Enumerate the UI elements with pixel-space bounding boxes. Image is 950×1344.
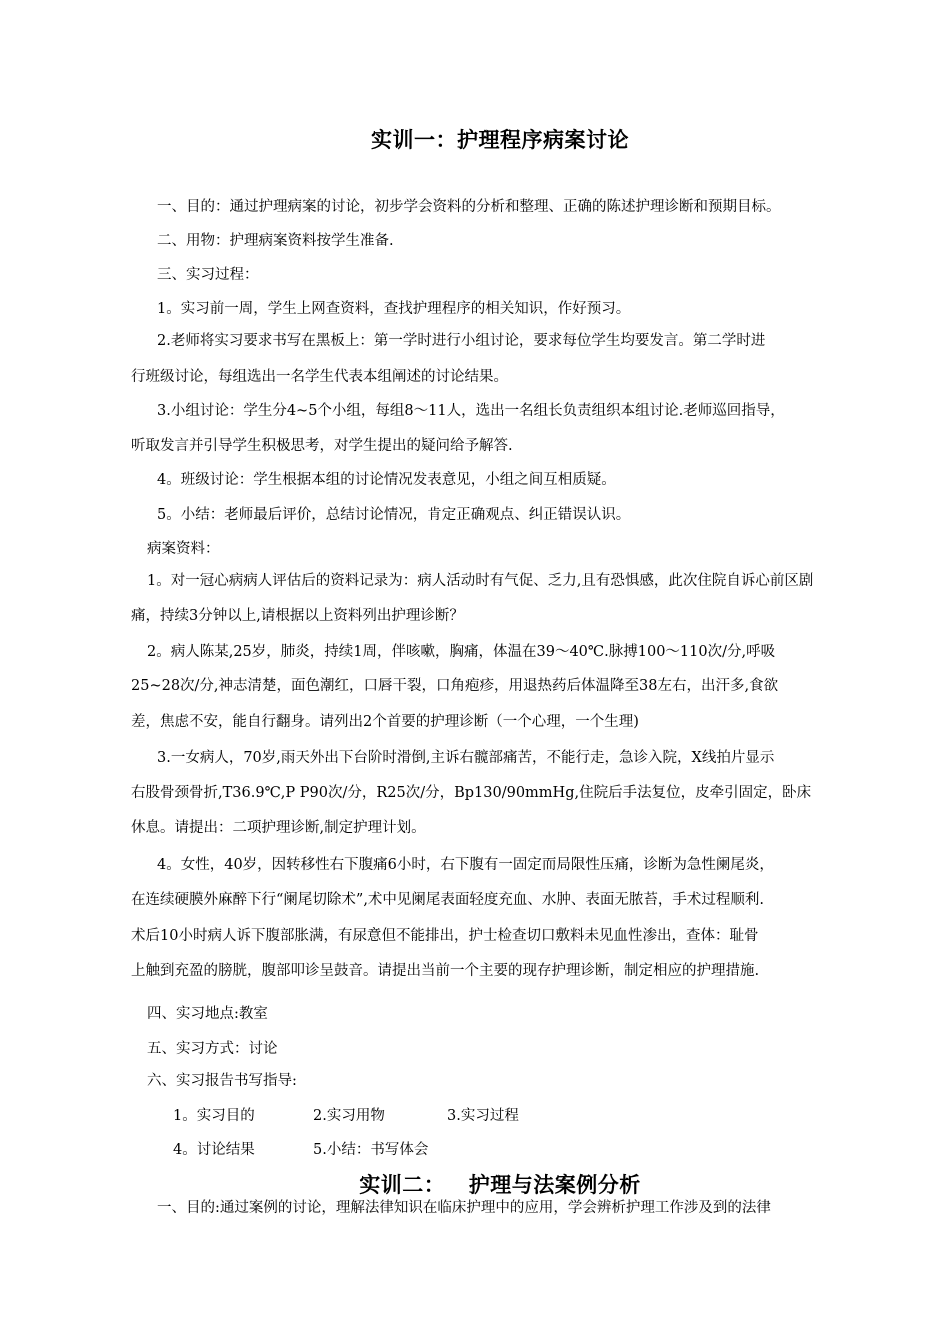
section2-title: 实训二： 护理与法案例分析 (359, 1173, 641, 1197)
s1-line-2: 三、实习过程： (157, 267, 259, 283)
s1-line-24: 五、实习方式：讨论 (147, 1041, 278, 1057)
s1-line-20: 在连续硬膜外麻醉下行“阑尾切除术”,术中见阑尾表面轻度充血、水肿、表面无脓苔，手术过程顺利. (131, 892, 765, 908)
s1-line-25: 六、实习报告书写指导: (147, 1073, 297, 1089)
report-item-4: 4。讨论结果 (173, 1142, 255, 1158)
s1-line-11: 1。对一冠心病病人评估后的资料记录为：病人活动时有气促、乏力,且有恐惧感，此次住院自诉心前区剧 (147, 573, 814, 589)
s1-line-12: 痛，持续3分钟以上,请根据以上资料列出护理诊断？ (131, 608, 464, 624)
s1-line-14: 25~28次/分,神志清楚，面色潮红，口唇干裂，口角疱疹，用退热药后体温降至38左右，出汗多,食欲 (131, 678, 779, 694)
s1-line-17: 右股骨颈骨折,T36.9℃,P P90次/分，R25次/分，Bp130/90mmHg,住院后手法复位，皮牵引固定，卧床 (131, 785, 812, 801)
report-item-2: 2.实习用物 (313, 1108, 385, 1124)
s1-line-1: 二、用物：护理病案资料按学生准备. (157, 233, 394, 249)
s1-line-15: 差，焦虑不安，能自行翻身。请列出2个首要的护理诊断（一个心理，一个生理) (131, 714, 639, 730)
s1-line-21: 术后10小时病人诉下腹部胀满，有尿意但不能排出，护士检查切口敷料未见血性渗出，查体：耻骨 (131, 928, 759, 944)
s2-line-0: 一、目的:通过案例的讨论，理解法律知识在临床护理中的应用，学会辨析护理工作涉及到的法律 (157, 1200, 771, 1216)
s1-line-22: 上触到充盈的膀胱，腹部叩诊呈鼓音。请提出当前一个主要的现存护理诊断，制定相应的护理措施. (131, 963, 760, 979)
s1-line-5: 行班级讨论，每组选出一名学生代表本组阐述的讨论结果。 (131, 369, 508, 385)
report-item-3: 3.实习过程 (447, 1108, 519, 1124)
s1-line-23: 四、实习地点:教室 (147, 1006, 268, 1022)
s1-line-3: 1。实习前一周，学生上网查资料，查找护理程序的相关知识，作好预习。 (157, 301, 631, 317)
s1-line-6: 3.小组讨论：学生分4~5个小组，每组8～11人，选出一名组长负责组织本组讨论.老师巡回指导， (157, 403, 785, 419)
report-item-5: 5.小结：书写体会 (313, 1142, 429, 1158)
s1-line-0: 一、目的：通过护理病案的讨论，初步学会资料的分析和整理、正确的陈述护理诊断和预期目标。 (157, 199, 781, 215)
s1-line-4: 2.老师将实习要求书写在黑板上：第一学时进行小组讨论，要求每位学生均要发言。第二学时进 (157, 333, 766, 349)
s1-line-19: 4。女性，40岁，因转移性右下腹痛6小时，右下腹有一固定而局限性压痛，诊断为急性阑尾炎， (157, 857, 774, 873)
report-item-1: 1。实习目的 (173, 1108, 255, 1124)
s1-line-7: 听取发言并引导学生积极思考，对学生提出的疑问给予解答. (131, 438, 513, 454)
s1-line-13: 2。病人陈某,25岁，肺炎，持续1周，伴咳嗽，胸痛，体温在39～40℃.脉搏100～110次/分,呼吸 (147, 644, 776, 660)
s1-line-8: 4。班级讨论：学生根据本组的讨论情况发表意见，小组之间互相质疑。 (157, 472, 616, 488)
s1-line-18: 休息。请提出：二项护理诊断,制定护理计划。 (131, 820, 426, 836)
s1-line-9: 5。小结：老师最后评价，总结讨论情况，肯定正确观点、纠正错误认识。 (157, 507, 631, 523)
s1-line-10: 病案资料： (147, 541, 220, 557)
s1-line-16: 3.一女病人，70岁,雨天外出下台阶时滑倒,主诉右髋部痛苦，不能行走，急诊入院，X线拍片显示 (157, 750, 775, 766)
section1-title: 实训一：护理程序病案讨论 (371, 128, 629, 152)
